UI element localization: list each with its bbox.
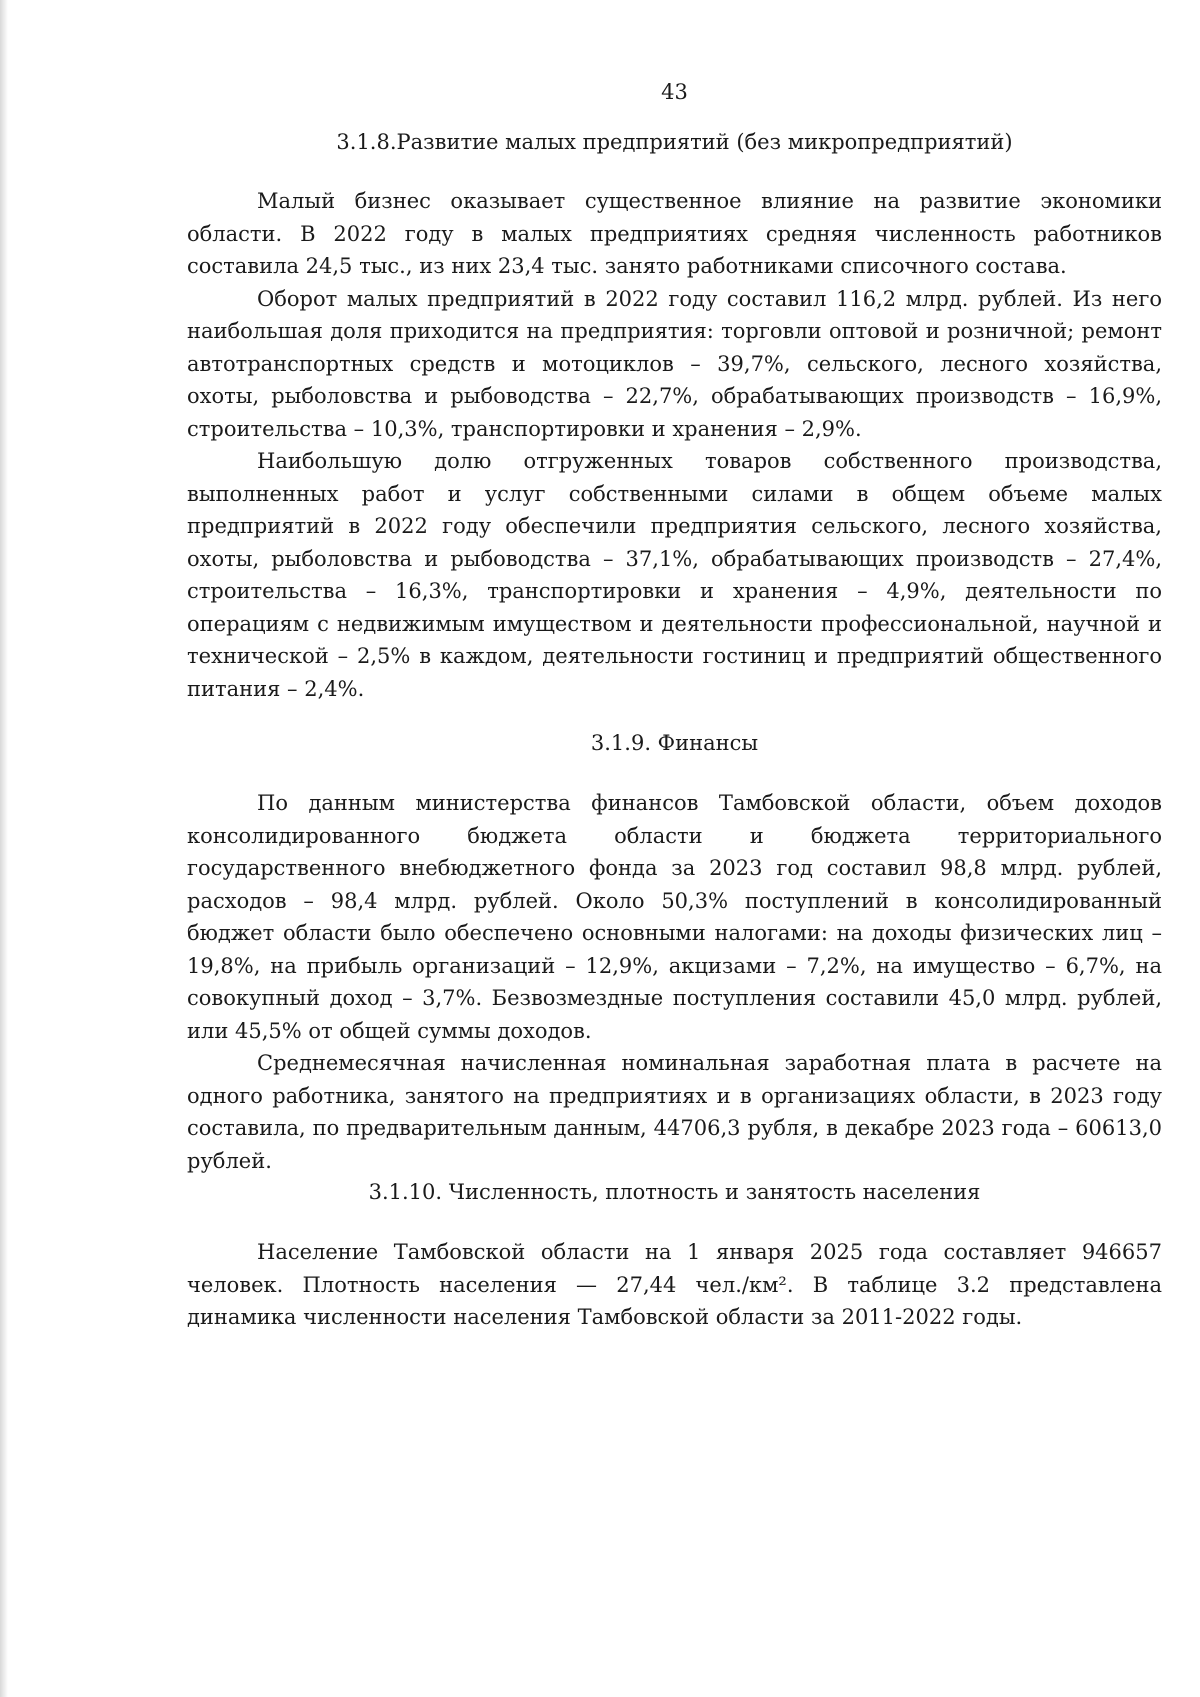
paragraph: Среднемесячная начисленная номинальная заработная плата в расчете на одного работника, занятого на предприятиях и в организациях области, в 2023 году составила, по предварительным данным, 44706,3 рубля, в декабре 2023 года – 60613,0 рублей. — [187, 1051, 1162, 1173]
section-heading-finance: 3.1.9. Финансы — [590, 731, 759, 755]
page-number: 43 — [661, 80, 688, 104]
section-heading-population: 3.1.10. Численность, плотность и занятость населения — [368, 1180, 981, 1204]
paragraph: Наибольшую долю отгруженных товаров собственного производства, выполненных работ и услуг собственными силами в общем объеме малых предприятий в 2022 году обеспечили предприятия сельского, лесного хозяйства, охоты, рыболовства и рыбоводства – 37,1%, обрабатывающих производств – 27,4%, строительства – 16,3%, транспортировки и хранения – 4,9%, деятельности по операциям с недвижимым имуществом и деятельности профессиональной, научной и технической – 2,5% в каждом, деятельности гостиниц и предприятий общественного питания – 2,4%. — [187, 449, 1162, 701]
paragraph: Население Тамбовской области на 1 января 2025 года составляет 946657 человек. Плотность населения — 27,44 чел./км². В таблице 3.2 представлена динамика численности населения Тамбовской области за 2011-2022 годы. — [187, 1240, 1162, 1329]
scan-edge-shadow — [0, 0, 8, 1697]
section-body-finance — [187, 787, 1162, 1177]
section-body-small-business — [187, 185, 1162, 705]
section-heading-small-business: 3.1.8.Развитие малых предприятий (без микропредприятий) — [336, 130, 1013, 154]
paragraph: Оборот малых предприятий в 2022 году составил 116,2 млрд. рублей. Из него наибольшая доля приходится на предприятия: торговли оптовой и розничной; ремонт автотранспортных средств и мотоциклов – 39,7%, сельского, лесного хозяйства, охоты, рыболовства и рыбоводства – 22,7%, обрабатывающих производств – 16,9%, строительства – 10,3%, транспортировки и хранения – 2,9%. — [187, 286, 1162, 441]
paragraph: По данным министерства финансов Тамбовской области, объем доходов консолидированного бюджета области и бюджета территориального государственного внебюджетного фонда за 2023 год составил 98,8 млрд. рублей, расходов – 98,4 млрд. рублей. Около 50,3% поступлений в консолидированный бюджет области было обеспечено основными налогами: на доходы физических лиц – 19,8%, на прибыль организаций – 12,9%, акцизами – 7,2%, на имущество – 6,7%, на совокупный доход – 3,7%. Безвозмездные поступления составили 45,0 млрд. рублей, или 45,5% от общей суммы доходов. — [187, 791, 1162, 1043]
section-body-population — [187, 1236, 1162, 1334]
paragraph: Малый бизнес оказывает существенное влияние на развитие экономики области. В 2022 году в малых предприятиях средняя численность работников составила 24,5 тыс., из них 23,4 тыс. занято работниками списочного состава. — [187, 189, 1162, 278]
